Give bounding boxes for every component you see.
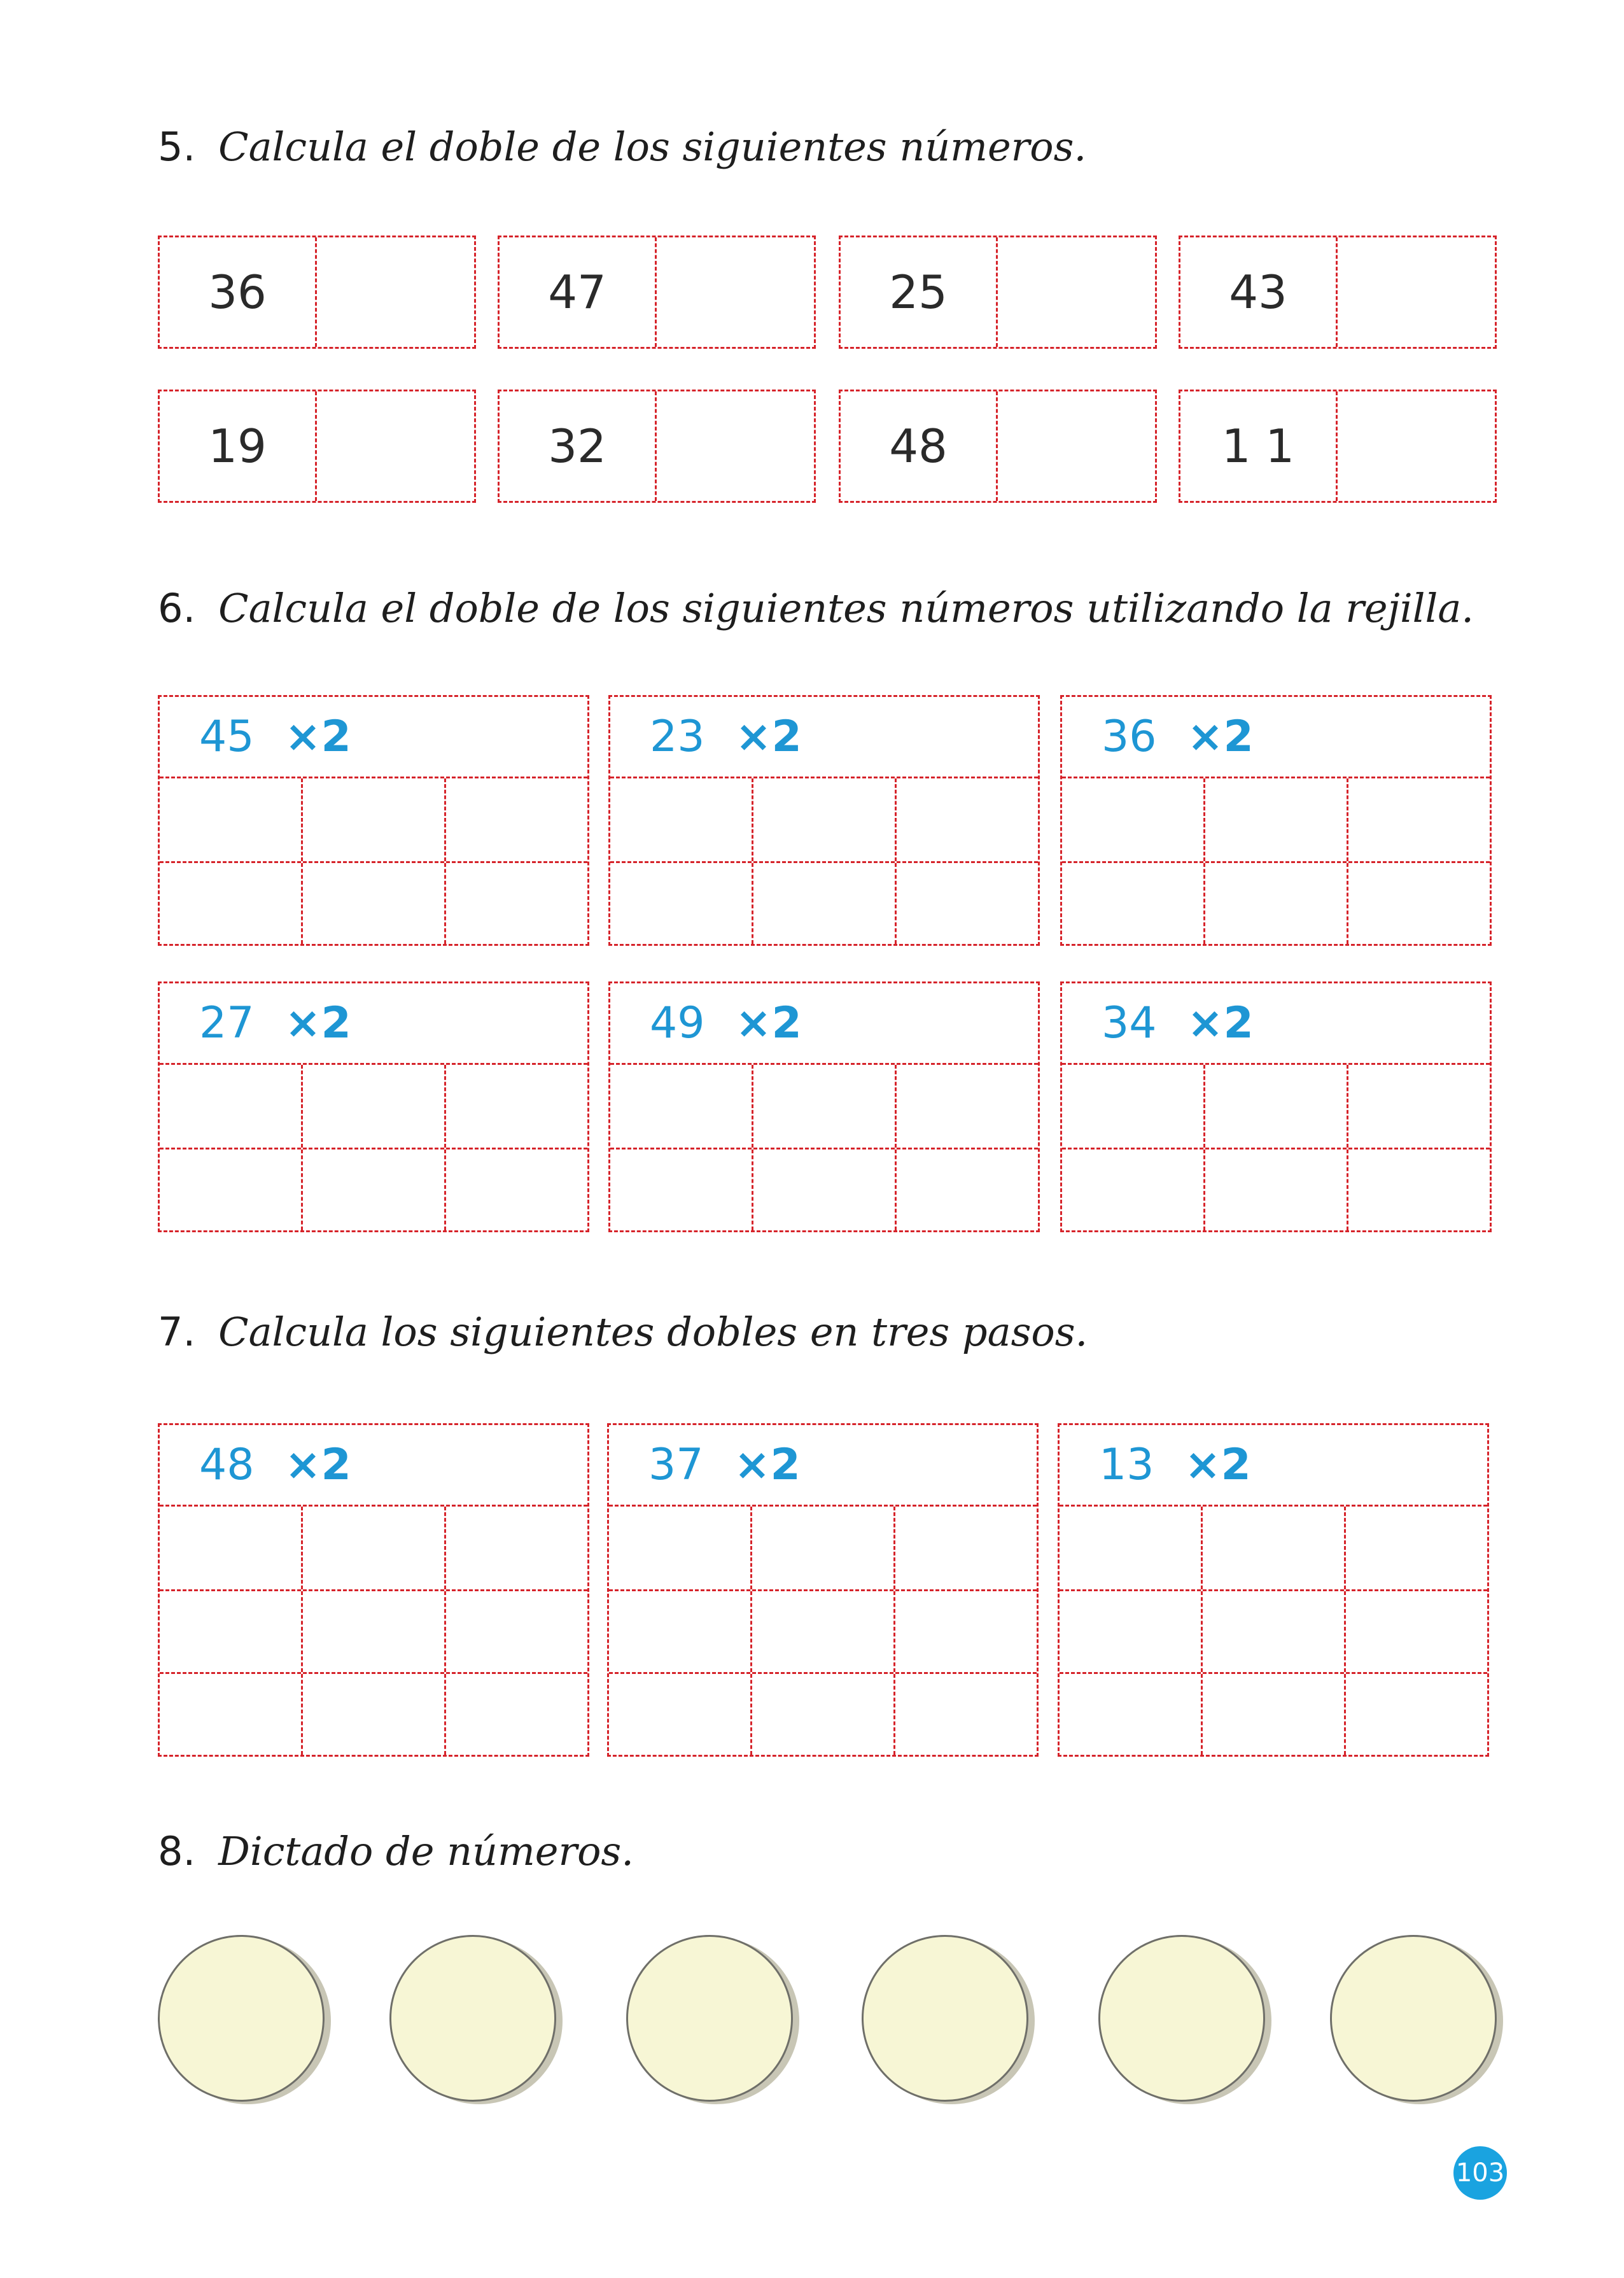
exercise-7-heading (158, 1309, 1088, 1355)
dictation-circle[interactable] (158, 1935, 325, 2102)
answer-cell[interactable] (998, 237, 1155, 347)
exercise-number: 8. (158, 1828, 196, 1874)
grid-row (1060, 1589, 1487, 1672)
doubling-grid (1060, 981, 1492, 1232)
three-step-grid (158, 1423, 589, 1757)
grid-cell[interactable] (1344, 1591, 1487, 1672)
grid-cell[interactable] (160, 1591, 301, 1672)
grid-cell[interactable] (160, 1507, 301, 1589)
exercise-number: 5. (158, 123, 196, 170)
doubling-grid (608, 981, 1040, 1232)
given-number: 47 (500, 237, 657, 347)
grid-row (609, 1672, 1037, 1755)
grid-cell[interactable] (752, 1150, 895, 1230)
grid-cell[interactable] (301, 1065, 444, 1148)
grid-cell[interactable] (609, 1674, 750, 1755)
times-two: ×2 (284, 712, 351, 762)
answer-cell[interactable] (657, 237, 814, 347)
grid-cell[interactable] (895, 778, 1038, 861)
given-number: 36 (160, 237, 317, 347)
grid-cell[interactable] (1203, 1150, 1347, 1230)
answer-cell[interactable] (998, 391, 1155, 501)
grid-number: 23 (650, 712, 705, 762)
grid-cell[interactable] (610, 1150, 752, 1230)
grid-cell[interactable] (752, 778, 895, 861)
exercise-title: Calcula los siguientes dobles en tres pasos. (218, 1309, 1088, 1355)
grid-row (160, 1148, 587, 1230)
dictation-circle[interactable] (862, 1935, 1028, 2102)
grid-cell[interactable] (750, 1507, 893, 1589)
grid-row (610, 861, 1038, 944)
answer-cell[interactable] (317, 237, 474, 347)
grid-cell[interactable] (301, 863, 444, 944)
grid-cell[interactable] (752, 863, 895, 944)
grid-row (160, 778, 587, 861)
grid-cell[interactable] (1062, 863, 1203, 944)
given-number: 32 (500, 391, 657, 501)
grid-row (1062, 861, 1490, 944)
grid-cell[interactable] (301, 1674, 444, 1755)
grid-number: 37 (648, 1440, 704, 1490)
grid-row (609, 1507, 1037, 1589)
three-step-grid (607, 1423, 1039, 1757)
grid-cell[interactable] (1201, 1674, 1344, 1755)
grid-cell[interactable] (444, 778, 587, 861)
grid-cell[interactable] (1203, 1065, 1347, 1148)
grid-cell[interactable] (895, 863, 1038, 944)
grid-cell[interactable] (444, 1065, 587, 1148)
exercise-title: Calcula el doble de los siguientes números. (218, 123, 1087, 170)
exercise-title: Calcula el doble de los siguientes números utilizando la rejilla. (218, 585, 1474, 631)
grid-row (1060, 1507, 1487, 1589)
grid-row (610, 1065, 1038, 1148)
double-pair (498, 236, 816, 349)
exercise-5-heading (158, 123, 1087, 170)
double-pair (498, 390, 816, 503)
grid-header (160, 983, 587, 1065)
grid-cell[interactable] (1062, 1065, 1203, 1148)
double-pair (1179, 390, 1497, 503)
grid-row (610, 1148, 1038, 1230)
grid-cell[interactable] (895, 1065, 1038, 1148)
times-two: ×2 (1184, 1440, 1251, 1490)
grid-cell[interactable] (1060, 1507, 1201, 1589)
grid-cell[interactable] (1344, 1507, 1487, 1589)
grid-cell[interactable] (301, 1150, 444, 1230)
grid-header (1060, 1425, 1487, 1507)
grid-cell[interactable] (301, 778, 444, 861)
grid-cell[interactable] (160, 778, 301, 861)
grid-row (160, 1672, 587, 1755)
grid-number: 48 (199, 1440, 255, 1490)
grid-cell[interactable] (160, 1065, 301, 1148)
grid-row (610, 778, 1038, 861)
grid-row (609, 1589, 1037, 1672)
grid-cell[interactable] (444, 863, 587, 944)
times-two: ×2 (1187, 712, 1254, 762)
grid-row (1060, 1672, 1487, 1755)
grid-cell[interactable] (1203, 863, 1347, 944)
grid-cell[interactable] (610, 1065, 752, 1148)
grid-cell[interactable] (893, 1674, 1037, 1755)
grid-header (610, 697, 1038, 778)
given-number: 25 (841, 237, 998, 347)
grid-cell[interactable] (1060, 1591, 1201, 1672)
grid-cell[interactable] (893, 1507, 1037, 1589)
grid-cell[interactable] (1062, 1150, 1203, 1230)
grid-cell[interactable] (444, 1507, 587, 1589)
grid-cell[interactable] (610, 778, 752, 861)
doubling-grid (158, 981, 589, 1232)
grid-cell[interactable] (893, 1591, 1037, 1672)
grid-header (1062, 983, 1490, 1065)
exercise-8-heading (158, 1828, 634, 1874)
grid-cell[interactable] (160, 863, 301, 944)
answer-cell[interactable] (1338, 237, 1495, 347)
grid-number: 34 (1102, 998, 1157, 1048)
grid-cell[interactable] (301, 1507, 444, 1589)
grid-row (1062, 1065, 1490, 1148)
grid-cell[interactable] (895, 1150, 1038, 1230)
double-pair (839, 390, 1157, 503)
double-pair (1179, 236, 1497, 349)
doubling-grid (1060, 695, 1492, 946)
grid-cell[interactable] (1201, 1591, 1344, 1672)
three-step-grid (1058, 1423, 1489, 1757)
answer-cell[interactable] (657, 391, 814, 501)
times-two: ×2 (1187, 998, 1254, 1048)
dictation-circle[interactable] (626, 1935, 793, 2102)
grid-row (1062, 778, 1490, 861)
grid-cell[interactable] (1347, 1065, 1490, 1148)
grid-cell[interactable] (160, 1150, 301, 1230)
grid-cell[interactable] (1347, 778, 1490, 861)
times-two: ×2 (735, 712, 802, 762)
grid-row (160, 1589, 587, 1672)
grid-header (609, 1425, 1037, 1507)
grid-cell[interactable] (1347, 863, 1490, 944)
dictation-circle[interactable] (1098, 1935, 1265, 2102)
grid-cell[interactable] (610, 863, 752, 944)
times-two: ×2 (735, 998, 802, 1048)
grid-cell[interactable] (750, 1674, 893, 1755)
grid-cell[interactable] (1344, 1674, 1487, 1755)
exercise-number: 7. (158, 1309, 196, 1355)
grid-row (160, 1507, 587, 1589)
grid-cell[interactable] (609, 1591, 750, 1672)
grid-number: 27 (199, 998, 255, 1048)
grid-cell[interactable] (1060, 1674, 1201, 1755)
times-two: ×2 (284, 1440, 351, 1490)
grid-cell[interactable] (444, 1150, 587, 1230)
dictation-circle[interactable] (389, 1935, 556, 2102)
grid-cell[interactable] (1347, 1150, 1490, 1230)
grid-cell[interactable] (609, 1507, 750, 1589)
grid-header (160, 697, 587, 778)
grid-cell[interactable] (160, 1674, 301, 1755)
grid-number: 36 (1102, 712, 1157, 762)
double-pair (158, 236, 476, 349)
double-pair (839, 236, 1157, 349)
given-number: 1 1 (1180, 391, 1338, 501)
grid-header (160, 1425, 587, 1507)
given-number: 48 (841, 391, 998, 501)
doubling-grid (158, 695, 589, 946)
grid-cell[interactable] (1201, 1507, 1344, 1589)
given-number: 43 (1180, 237, 1338, 347)
exercise-title: Dictado de números. (218, 1828, 634, 1874)
page-number-badge: 103 (1453, 2146, 1507, 2200)
grid-number: 45 (199, 712, 255, 762)
grid-row (160, 861, 587, 944)
grid-cell[interactable] (1062, 778, 1203, 861)
times-two: ×2 (734, 1440, 801, 1490)
given-number: 19 (160, 391, 317, 501)
answer-cell[interactable] (1338, 391, 1495, 501)
grid-cell[interactable] (301, 1591, 444, 1672)
grid-cell[interactable] (750, 1591, 893, 1672)
grid-row (160, 1065, 587, 1148)
exercise-number: 6. (158, 585, 196, 631)
grid-cell[interactable] (444, 1591, 587, 1672)
grid-number: 13 (1099, 1440, 1154, 1490)
grid-cell[interactable] (1203, 778, 1347, 861)
double-pair (158, 390, 476, 503)
grid-cell[interactable] (752, 1065, 895, 1148)
grid-row (1062, 1148, 1490, 1230)
dictation-circle[interactable] (1330, 1935, 1497, 2102)
grid-cell[interactable] (444, 1674, 587, 1755)
times-two: ×2 (284, 998, 351, 1048)
grid-number: 49 (650, 998, 705, 1048)
grid-header (610, 983, 1038, 1065)
exercise-6-heading (158, 585, 1474, 631)
doubling-grid (608, 695, 1040, 946)
grid-header (1062, 697, 1490, 778)
answer-cell[interactable] (317, 391, 474, 501)
